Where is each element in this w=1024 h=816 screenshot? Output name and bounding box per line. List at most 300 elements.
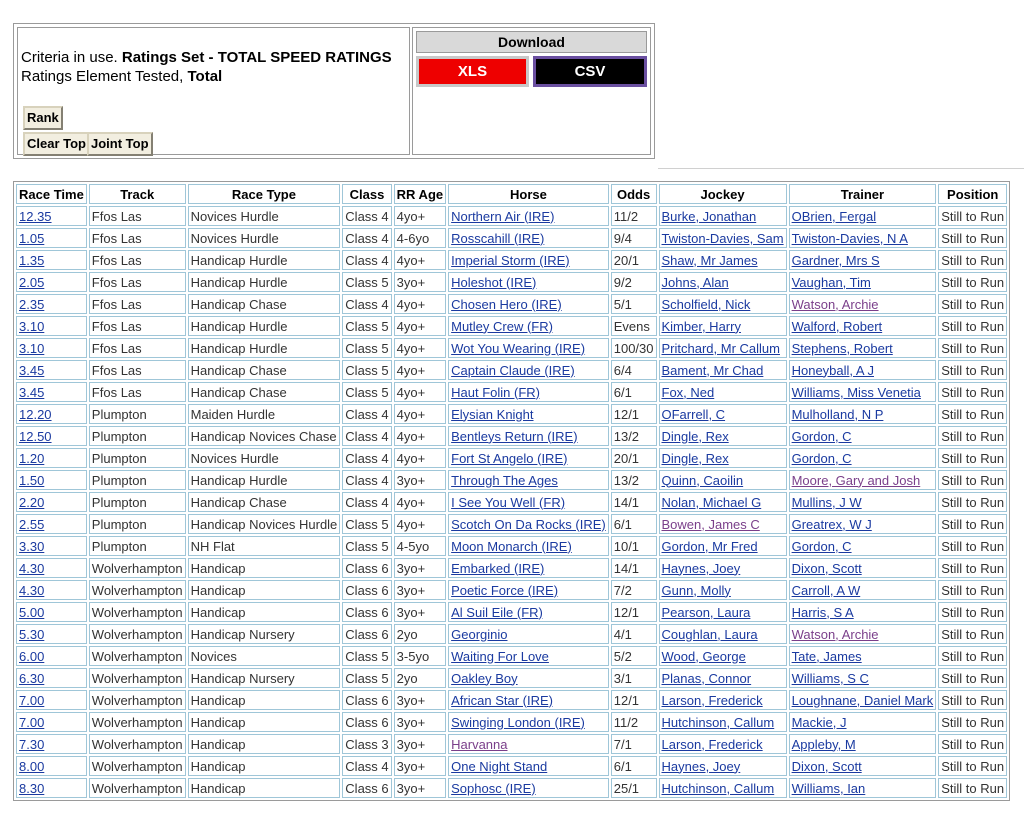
horse-cell [448, 404, 609, 424]
race-type-cell: Handicap Chase [188, 360, 341, 380]
trainer-link[interactable]: Walford, Robert [791, 318, 883, 334]
horse-cell [448, 360, 609, 380]
trainer-link[interactable]: Carroll, A W [791, 582, 861, 598]
track-cell: Ffos Las [89, 272, 186, 292]
track-cell: Wolverhampton [89, 756, 186, 776]
trainer-link[interactable]: Williams, Ian [791, 780, 866, 796]
race-time-link[interactable]: 7.30 [19, 736, 45, 752]
race-time-cell [16, 426, 87, 446]
odds-cell: 9/4 [611, 228, 657, 248]
odds-cell: 6/4 [611, 360, 657, 380]
trainer-cell [789, 206, 937, 226]
horse-link[interactable]: Chosen Hero (IRE) [451, 296, 562, 312]
age-cell: 4yo+ [394, 448, 446, 468]
race-time-cell [16, 536, 87, 556]
jockey-link[interactable]: Hutchinson, Callum [661, 714, 775, 730]
class-cell: Class 4 [342, 294, 391, 314]
horse-cell [448, 426, 609, 446]
race-time-cell [16, 338, 87, 358]
age-cell: 4yo+ [394, 294, 446, 314]
jockey-link[interactable]: Coughlan, Laura [661, 626, 758, 642]
jockey-cell [659, 734, 787, 754]
trainer-link[interactable]: Appleby, M [791, 736, 856, 752]
trainer-cell [789, 734, 937, 754]
race-type-cell: Handicap [188, 734, 341, 754]
odds-cell: 20/1 [611, 250, 657, 270]
horse-cell [448, 734, 609, 754]
jockey-cell [659, 756, 787, 776]
race-time-link[interactable]: 3.30 [19, 538, 45, 554]
race-time-cell [16, 294, 87, 314]
race-type-cell: Handicap Nursery [188, 668, 341, 688]
table-row [16, 206, 1007, 226]
jockey-cell [659, 272, 787, 292]
race-type-cell: Novices Hurdle [188, 206, 341, 226]
odds-cell: 3/1 [611, 668, 657, 688]
race-time-link[interactable]: 2.35 [19, 296, 45, 312]
jockey-cell [659, 426, 787, 446]
table-row [16, 734, 1007, 754]
jockey-cell [659, 624, 787, 644]
jockey-cell [659, 668, 787, 688]
track-cell: Plumpton [89, 448, 186, 468]
horse-cell [448, 778, 609, 798]
trainer-cell [789, 646, 937, 666]
horse-link[interactable]: Northern Air (IRE) [451, 208, 555, 224]
jockey-link[interactable]: Twiston-Davies, Sam [661, 230, 784, 246]
horse-cell [448, 470, 609, 490]
track-cell: Plumpton [89, 536, 186, 556]
class-cell: Class 4 [342, 448, 391, 468]
trainer-cell [789, 756, 937, 776]
race-type-cell: Maiden Hurdle [188, 404, 341, 424]
table-row [16, 338, 1007, 358]
track-cell: Plumpton [89, 492, 186, 512]
table-row [16, 448, 1007, 468]
position-cell: Still to Run [938, 426, 1007, 446]
horse-link[interactable]: Captain Claude (IRE) [451, 362, 575, 378]
race-time-link[interactable]: 2.55 [19, 516, 45, 532]
horse-link[interactable]: Harvanna [451, 736, 508, 752]
race-time-cell [16, 272, 87, 292]
jockey-cell [659, 470, 787, 490]
odds-cell: 13/2 [611, 426, 657, 446]
jockey-cell [659, 404, 787, 424]
race-time-link[interactable]: 5.00 [19, 604, 45, 620]
age-cell: 3yo+ [394, 690, 446, 710]
horse-link[interactable]: Through The Ages [451, 472, 558, 488]
horse-cell [448, 448, 609, 468]
horse-link[interactable]: Swinging London (IRE) [451, 714, 585, 730]
jockey-link[interactable]: Johns, Alan [661, 274, 729, 290]
race-type-cell: NH Flat [188, 536, 341, 556]
race-time-link[interactable]: 1.35 [19, 252, 45, 268]
position-cell: Still to Run [938, 360, 1007, 380]
horse-link[interactable]: Holeshot (IRE) [451, 274, 537, 290]
horse-cell [448, 668, 609, 688]
position-cell: Still to Run [938, 668, 1007, 688]
race-type-cell: Handicap Novices Hurdle [188, 514, 341, 534]
position-cell: Still to Run [938, 382, 1007, 402]
race-type-cell: Handicap Chase [188, 294, 341, 314]
race-time-cell [16, 360, 87, 380]
jockey-link[interactable]: Burke, Jonathan [661, 208, 757, 224]
jockey-cell [659, 712, 787, 732]
horse-link[interactable]: Rosscahill (IRE) [451, 230, 545, 246]
table-row [16, 536, 1007, 556]
joint-top-button[interactable]: Joint Top [87, 132, 153, 156]
jockey-link[interactable]: Dingle, Rex [661, 450, 729, 466]
track-cell: Ffos Las [89, 250, 186, 270]
trainer-link[interactable]: OBrien, Fergal [791, 208, 877, 224]
race-time-link[interactable]: 2.20 [19, 494, 45, 510]
horse-link[interactable]: I See You Well (FR) [451, 494, 566, 510]
jockey-link[interactable]: Gunn, Molly [661, 582, 731, 598]
column-header-rr-age: RR Age [394, 184, 446, 204]
odds-cell: 6/1 [611, 514, 657, 534]
jockey-link[interactable]: Nolan, Michael G [661, 494, 762, 510]
age-cell: 4yo+ [394, 316, 446, 336]
class-cell: Class 6 [342, 712, 391, 732]
column-header-position: Position [938, 184, 1007, 204]
trainer-cell [789, 536, 937, 556]
race-time-link[interactable]: 4.30 [19, 582, 45, 598]
odds-cell: Evens [611, 316, 657, 336]
race-time-link[interactable]: 7.00 [19, 714, 45, 730]
jockey-link[interactable]: Bament, Mr Chad [661, 362, 764, 378]
table-row [16, 426, 1007, 446]
position-cell: Still to Run [938, 756, 1007, 776]
race-time-link[interactable]: 3.45 [19, 362, 45, 378]
horse-link[interactable]: One Night Stand [451, 758, 548, 774]
trainer-link[interactable]: Harris, S A [791, 604, 854, 620]
trainer-link[interactable]: Dixon, Scott [791, 758, 862, 774]
divider [658, 168, 1024, 169]
track-cell: Wolverhampton [89, 778, 186, 798]
age-cell: 4yo+ [394, 382, 446, 402]
table-row [16, 492, 1007, 512]
odds-cell: 5/2 [611, 646, 657, 666]
jockey-cell [659, 382, 787, 402]
race-type-cell: Handicap Novices Chase [188, 426, 341, 446]
table-row [16, 668, 1007, 688]
jockey-link[interactable]: Planas, Connor [661, 670, 752, 686]
horse-link[interactable]: Wot You Wearing (IRE) [451, 340, 586, 356]
horse-cell [448, 756, 609, 776]
class-cell: Class 6 [342, 558, 391, 578]
race-time-link[interactable]: 3.10 [19, 340, 45, 356]
position-cell: Still to Run [938, 338, 1007, 358]
race-type-cell: Handicap [188, 558, 341, 578]
position-cell: Still to Run [938, 712, 1007, 732]
odds-cell: 5/1 [611, 294, 657, 314]
position-cell: Still to Run [938, 470, 1007, 490]
jockey-link[interactable]: Fox, Ned [661, 384, 715, 400]
ratings-element: Total [187, 68, 223, 85]
jockey-cell [659, 492, 787, 512]
track-cell: Ffos Las [89, 294, 186, 314]
race-time-cell [16, 382, 87, 402]
age-cell: 3yo+ [394, 602, 446, 622]
trainer-link[interactable]: Twiston-Davies, N A [791, 230, 908, 246]
race-time-cell [16, 690, 87, 710]
track-cell: Ffos Las [89, 360, 186, 380]
races-table-body [16, 206, 1007, 798]
column-header-jockey: Jockey [659, 184, 787, 204]
criteria-panel [13, 23, 655, 159]
position-cell: Still to Run [938, 646, 1007, 666]
trainer-link[interactable]: Mackie, J [791, 714, 847, 730]
position-cell: Still to Run [938, 602, 1007, 622]
jockey-cell [659, 316, 787, 336]
trainer-link[interactable]: Loughnane, Daniel Mark [791, 692, 934, 708]
trainer-cell [789, 316, 937, 336]
jockey-link[interactable]: Pearson, Laura [661, 604, 751, 620]
race-time-link[interactable]: 8.30 [19, 780, 45, 796]
xls-download-button[interactable]: XLS [416, 56, 529, 87]
table-row [16, 470, 1007, 490]
class-cell: Class 3 [342, 734, 391, 754]
race-time-link[interactable]: 1.50 [19, 472, 45, 488]
trainer-link[interactable]: Gordon, C [791, 428, 852, 444]
class-cell: Class 5 [342, 272, 391, 292]
horse-link[interactable]: Fort St Angelo (IRE) [451, 450, 568, 466]
jockey-link[interactable]: Haynes, Joey [661, 758, 741, 774]
jockey-link[interactable]: Wood, George [661, 648, 746, 664]
jockey-link[interactable]: OFarrell, C [661, 406, 726, 422]
column-header-trainer: Trainer [789, 184, 937, 204]
odds-cell: 7/2 [611, 580, 657, 600]
odds-cell: 6/1 [611, 382, 657, 402]
jockey-cell [659, 580, 787, 600]
jockey-link[interactable]: Gordon, Mr Fred [661, 538, 758, 554]
trainer-link[interactable]: Williams, S C [791, 670, 869, 686]
column-header-track: Track [89, 184, 186, 204]
track-cell: Plumpton [89, 426, 186, 446]
table-row [16, 646, 1007, 666]
age-cell: 4yo+ [394, 360, 446, 380]
csv-download-button[interactable]: CSV [533, 56, 647, 87]
horse-cell [448, 646, 609, 666]
horse-cell [448, 690, 609, 710]
race-time-link[interactable]: 6.00 [19, 648, 45, 664]
age-cell: 4yo+ [394, 514, 446, 534]
track-cell: Wolverhampton [89, 690, 186, 710]
odds-cell: 25/1 [611, 778, 657, 798]
horse-link[interactable]: Embarked (IRE) [451, 560, 545, 576]
trainer-cell [789, 228, 937, 248]
jockey-link[interactable]: Haynes, Joey [661, 560, 741, 576]
horse-link[interactable]: Georginio [451, 626, 508, 642]
table-row [16, 756, 1007, 776]
trainer-link[interactable]: Williams, Miss Venetia [791, 384, 921, 400]
odds-cell: 10/1 [611, 536, 657, 556]
horse-link[interactable]: Waiting For Love [451, 648, 549, 664]
race-type-cell: Handicap [188, 580, 341, 600]
class-cell: Class 5 [342, 360, 391, 380]
race-time-link[interactable]: 3.45 [19, 384, 45, 400]
trainer-link[interactable]: Dixon, Scott [791, 560, 862, 576]
race-time-cell [16, 712, 87, 732]
class-cell: Class 5 [342, 316, 391, 336]
position-cell: Still to Run [938, 448, 1007, 468]
race-type-cell: Handicap [188, 690, 341, 710]
jockey-cell [659, 514, 787, 534]
table-row [16, 580, 1007, 600]
table-row [16, 382, 1007, 402]
age-cell: 3yo+ [394, 778, 446, 798]
trainer-cell [789, 712, 937, 732]
odds-cell: 7/1 [611, 734, 657, 754]
race-type-cell: Handicap Chase [188, 492, 341, 512]
trainer-cell [789, 470, 937, 490]
horse-link[interactable]: Poetic Force (IRE) [451, 582, 559, 598]
position-cell: Still to Run [938, 294, 1007, 314]
jockey-link[interactable]: Larson, Frederick [661, 692, 763, 708]
trainer-cell [789, 338, 937, 358]
trainer-cell [789, 360, 937, 380]
race-time-cell [16, 734, 87, 754]
trainer-cell [789, 602, 937, 622]
horse-link[interactable]: Imperial Storm (IRE) [451, 252, 570, 268]
horse-link[interactable]: Haut Folin (FR) [451, 384, 540, 400]
jockey-cell [659, 206, 787, 226]
trainer-cell [789, 514, 937, 534]
race-time-link[interactable]: 3.10 [19, 318, 45, 334]
race-type-cell: Novices Hurdle [188, 228, 341, 248]
horse-link[interactable]: African Star (IRE) [451, 692, 553, 708]
track-cell: Ffos Las [89, 316, 186, 336]
class-cell: Class 5 [342, 338, 391, 358]
race-time-link[interactable]: 8.00 [19, 758, 45, 774]
trainer-link[interactable]: Gordon, C [791, 538, 852, 554]
trainer-link[interactable]: Gardner, Mrs S [791, 252, 880, 268]
race-type-cell: Handicap Hurdle [188, 470, 341, 490]
trainer-cell [789, 778, 937, 798]
race-time-link[interactable]: 12.20 [19, 406, 52, 422]
horse-link[interactable]: Bentleys Return (IRE) [451, 428, 578, 444]
trainer-link[interactable]: Watson, Archie [791, 626, 879, 642]
jockey-link[interactable]: Shaw, Mr James [661, 252, 758, 268]
jockey-cell [659, 250, 787, 270]
horse-link[interactable]: Oakley Boy [451, 670, 518, 686]
criteria-prefix: Criteria in use. [21, 49, 122, 66]
horse-link[interactable]: Scotch On Da Rocks (IRE) [451, 516, 606, 532]
race-time-link[interactable]: 2.05 [19, 274, 45, 290]
age-cell: 4yo+ [394, 404, 446, 424]
race-time-link[interactable]: 7.00 [19, 692, 45, 708]
horse-cell [448, 602, 609, 622]
track-cell: Wolverhampton [89, 602, 186, 622]
horse-cell [448, 624, 609, 644]
position-cell: Still to Run [938, 778, 1007, 798]
jockey-link[interactable]: Dingle, Rex [661, 428, 729, 444]
position-cell: Still to Run [938, 250, 1007, 270]
jockey-cell [659, 360, 787, 380]
position-cell: Still to Run [938, 492, 1007, 512]
jockey-cell [659, 338, 787, 358]
jockey-link[interactable]: Larson, Frederick [661, 736, 763, 752]
horse-link[interactable]: Al Suil Eile (FR) [451, 604, 543, 620]
race-time-link[interactable]: 1.05 [19, 230, 45, 246]
age-cell: 3yo+ [394, 558, 446, 578]
horse-link[interactable]: Mutley Crew (FR) [451, 318, 553, 334]
jockey-cell [659, 602, 787, 622]
trainer-cell [789, 294, 937, 314]
jockey-link[interactable]: Hutchinson, Callum [661, 780, 775, 796]
column-header-odds: Odds [611, 184, 657, 204]
race-time-link[interactable]: 1.20 [19, 450, 45, 466]
jockey-link[interactable]: Quinn, Caoilin [661, 472, 744, 488]
jockey-link[interactable]: Pritchard, Mr Callum [661, 340, 780, 356]
jockey-link[interactable]: Bowen, James C [661, 516, 760, 532]
trainer-cell [789, 580, 937, 600]
position-cell: Still to Run [938, 580, 1007, 600]
jockey-link[interactable]: Scholfield, Nick [661, 296, 751, 312]
trainer-link[interactable]: Tate, James [791, 648, 862, 664]
trainer-link[interactable]: Mulholland, N P [791, 406, 884, 422]
class-cell: Class 6 [342, 580, 391, 600]
odds-cell: 100/30 [611, 338, 657, 358]
horse-cell [448, 514, 609, 534]
class-cell: Class 4 [342, 492, 391, 512]
table-row [16, 272, 1007, 292]
race-time-link[interactable]: 12.50 [19, 428, 52, 444]
trainer-link[interactable]: Gordon, C [791, 450, 852, 466]
trainer-link[interactable]: Honeyball, A J [791, 362, 874, 378]
horse-link[interactable]: Sophosc (IRE) [451, 780, 536, 796]
position-cell: Still to Run [938, 734, 1007, 754]
trainer-cell [789, 668, 937, 688]
horse-cell [448, 580, 609, 600]
race-time-link[interactable]: 5.30 [19, 626, 45, 642]
clear-top-button[interactable]: Clear Top [23, 132, 90, 156]
age-cell: 3yo+ [394, 580, 446, 600]
trainer-cell [789, 272, 937, 292]
column-header-class: Class [342, 184, 391, 204]
rank-button[interactable]: Rank [23, 106, 63, 130]
race-time-link[interactable]: 12.35 [19, 208, 52, 224]
races-table [13, 181, 1010, 801]
class-cell: Class 6 [342, 690, 391, 710]
position-cell: Still to Run [938, 228, 1007, 248]
class-cell: Class 4 [342, 404, 391, 424]
trainer-link[interactable]: Greatrex, W J [791, 516, 872, 532]
trainer-link[interactable]: Stephens, Robert [791, 340, 893, 356]
race-time-link[interactable]: 6.30 [19, 670, 45, 686]
trainer-link[interactable]: Moore, Gary and Josh [791, 472, 921, 488]
trainer-cell [789, 404, 937, 424]
horse-link[interactable]: Moon Monarch (IRE) [451, 538, 572, 554]
trainer-link[interactable]: Watson, Archie [791, 296, 879, 312]
race-time-cell [16, 624, 87, 644]
age-cell: 3yo+ [394, 712, 446, 732]
criteria-box [17, 27, 410, 155]
class-cell: Class 6 [342, 624, 391, 644]
trainer-link[interactable]: Vaughan, Tim [791, 274, 871, 290]
class-cell: Class 4 [342, 228, 391, 248]
race-time-cell [16, 470, 87, 490]
jockey-cell [659, 228, 787, 248]
trainer-link[interactable]: Mullins, J W [791, 494, 862, 510]
table-row [16, 514, 1007, 534]
horse-cell [448, 712, 609, 732]
race-time-cell [16, 206, 87, 226]
track-cell: Ffos Las [89, 228, 186, 248]
horse-link[interactable]: Elysian Knight [451, 406, 534, 422]
jockey-link[interactable]: Kimber, Harry [661, 318, 741, 334]
race-time-link[interactable]: 4.30 [19, 560, 45, 576]
